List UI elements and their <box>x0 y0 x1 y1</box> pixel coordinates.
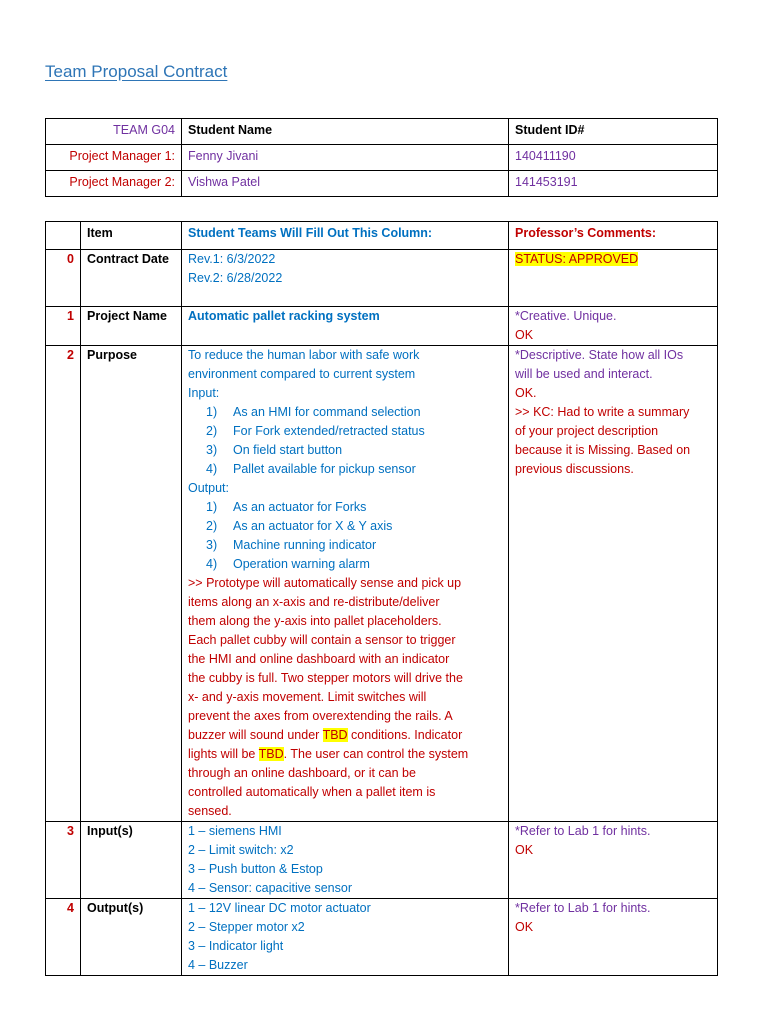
team-table-row <box>46 171 718 197</box>
contract-row <box>46 899 718 976</box>
comment-line: >> KC: Had to write a summary <box>515 405 690 419</box>
input-line: 1 – siemens HMI <box>188 824 282 838</box>
item-header: Item <box>81 222 182 250</box>
contract-table <box>45 221 718 976</box>
tbd-highlight: TBD <box>258 747 284 761</box>
list-item: 4) Pallet available for pickup sensor <box>206 462 416 476</box>
comment-line: OK. <box>515 386 537 400</box>
team-label: TEAM G04 <box>46 119 182 145</box>
output-label: Output: <box>188 481 229 495</box>
purpose-cell <box>182 346 509 822</box>
outputs-cell <box>182 899 509 976</box>
contract-row <box>46 346 718 822</box>
row-number: 2 <box>46 346 81 822</box>
note-line: the HMI and online dashboard with an indicator <box>188 652 450 666</box>
role-cell: Project Manager 1: <box>46 145 182 171</box>
professor-column-header: Professor’s Comments: <box>509 222 718 250</box>
list-item: 1) As an HMI for command selection <box>206 405 421 419</box>
team-table <box>45 118 718 197</box>
output-line: 4 – Buzzer <box>188 958 248 972</box>
comment-line: *Descriptive. State how all IOs <box>515 348 684 362</box>
input-label: Input: <box>188 386 220 400</box>
student-id-cell: 141453191 <box>509 171 718 197</box>
note-line: the cubby is full. Two stepper motors will drive the <box>188 671 463 685</box>
row-number: 1 <box>46 307 81 346</box>
row-item: Project Name <box>81 307 182 346</box>
note-line: buzzer will sound under TBD conditions. Indicator <box>188 728 463 742</box>
team-table-header-row <box>46 119 718 145</box>
list-item: 3) On field start button <box>206 443 343 457</box>
purpose-line: environment compared to current system <box>188 367 416 381</box>
comment-line: OK <box>515 920 534 934</box>
note-line: sensed. <box>188 804 232 818</box>
input-line: 3 – Push button & Estop <box>188 862 323 876</box>
note-line: lights will be TBD. The user can control the system <box>188 747 469 761</box>
comment-line: OK <box>515 328 534 342</box>
purpose-line: To reduce the human labor with safe work <box>188 348 420 362</box>
comment-line: will be used and interact. <box>515 367 653 381</box>
note-line: prevent the axes from overextending the rails. A <box>188 709 453 723</box>
role-cell: Project Manager 2: <box>46 171 182 197</box>
note-line: >> Prototype will automatically sense and pick up <box>188 576 462 590</box>
professor-comment <box>509 899 718 976</box>
note-line: x- and y-axis movement. Limit switches will <box>188 690 427 704</box>
output-line: 3 – Indicator light <box>188 939 284 953</box>
input-line: 2 – Limit switch: x2 <box>188 843 294 857</box>
list-item: 1) As an actuator for Forks <box>206 500 367 514</box>
list-item: 4) Operation warning alarm <box>206 557 370 571</box>
note-line: through an online dashboard, or it can be <box>188 766 416 780</box>
professor-comment <box>509 307 718 346</box>
row-number: 4 <box>46 899 81 976</box>
inputs-cell <box>182 822 509 899</box>
comment-line: because it is Missing. Based on <box>515 443 691 457</box>
row-item: Contract Date <box>81 250 182 307</box>
status-badge: STATUS: APPROVED <box>515 252 639 266</box>
comment-line: *Refer to Lab 1 for hints. <box>515 824 651 838</box>
row-item: Input(s) <box>81 822 182 899</box>
tbd-highlight: TBD <box>322 728 348 742</box>
student-id-header: Student ID# <box>509 119 718 145</box>
team-table-row <box>46 145 718 171</box>
row-item: Output(s) <box>81 899 182 976</box>
student-id-cell: 140411190 <box>509 145 718 171</box>
note-line: controlled automatically when a pallet item is <box>188 785 436 799</box>
comment-line: OK <box>515 843 534 857</box>
document-title: Team Proposal Contract <box>45 62 228 81</box>
comment-line: *Refer to Lab 1 for hints. <box>515 901 651 915</box>
list-item: 2) As an actuator for X & Y axis <box>206 519 393 533</box>
comment-line: of your project description <box>515 424 659 438</box>
output-line: 2 – Stepper motor x2 <box>188 920 305 934</box>
input-line: 4 – Sensor: capacitive sensor <box>188 881 352 895</box>
contract-header-row <box>46 222 718 250</box>
professor-comment <box>509 346 718 822</box>
contract-row <box>46 822 718 899</box>
professor-comment <box>509 250 718 307</box>
comment-line: previous discussions. <box>515 462 634 476</box>
note-line: Each pallet cubby will contain a sensor to trigger <box>188 633 456 647</box>
number-header-cell <box>46 222 81 250</box>
contract-row <box>46 307 718 346</box>
row-number: 3 <box>46 822 81 899</box>
row-number: 0 <box>46 250 81 307</box>
project-name-cell: Automatic pallet racking system <box>182 307 509 346</box>
student-column-header: Student Teams Will Fill Out This Column: <box>182 222 509 250</box>
student-name-cell: Fenny Jivani <box>182 145 509 171</box>
list-item: 3) Machine running indicator <box>206 538 377 552</box>
revision-line: Rev.2: 6/28/2022 <box>188 271 283 285</box>
student-name-header: Student Name <box>182 119 509 145</box>
revision-line: Rev.1: 6/3/2022 <box>188 252 276 266</box>
output-line: 1 – 12V linear DC motor actuator <box>188 901 371 915</box>
comment-line: *Creative. Unique. <box>515 309 617 323</box>
note-line: items along an x-axis and re-distribute/deliver <box>188 595 440 609</box>
contract-row <box>46 250 718 307</box>
list-item: 2) For Fork extended/retracted status <box>206 424 425 438</box>
professor-comment <box>509 822 718 899</box>
note-line: them along the y-axis into pallet placeholders. <box>188 614 442 628</box>
contract-date-cell <box>182 250 509 307</box>
row-item: Purpose <box>81 346 182 822</box>
student-name-cell: Vishwa Patel <box>182 171 509 197</box>
